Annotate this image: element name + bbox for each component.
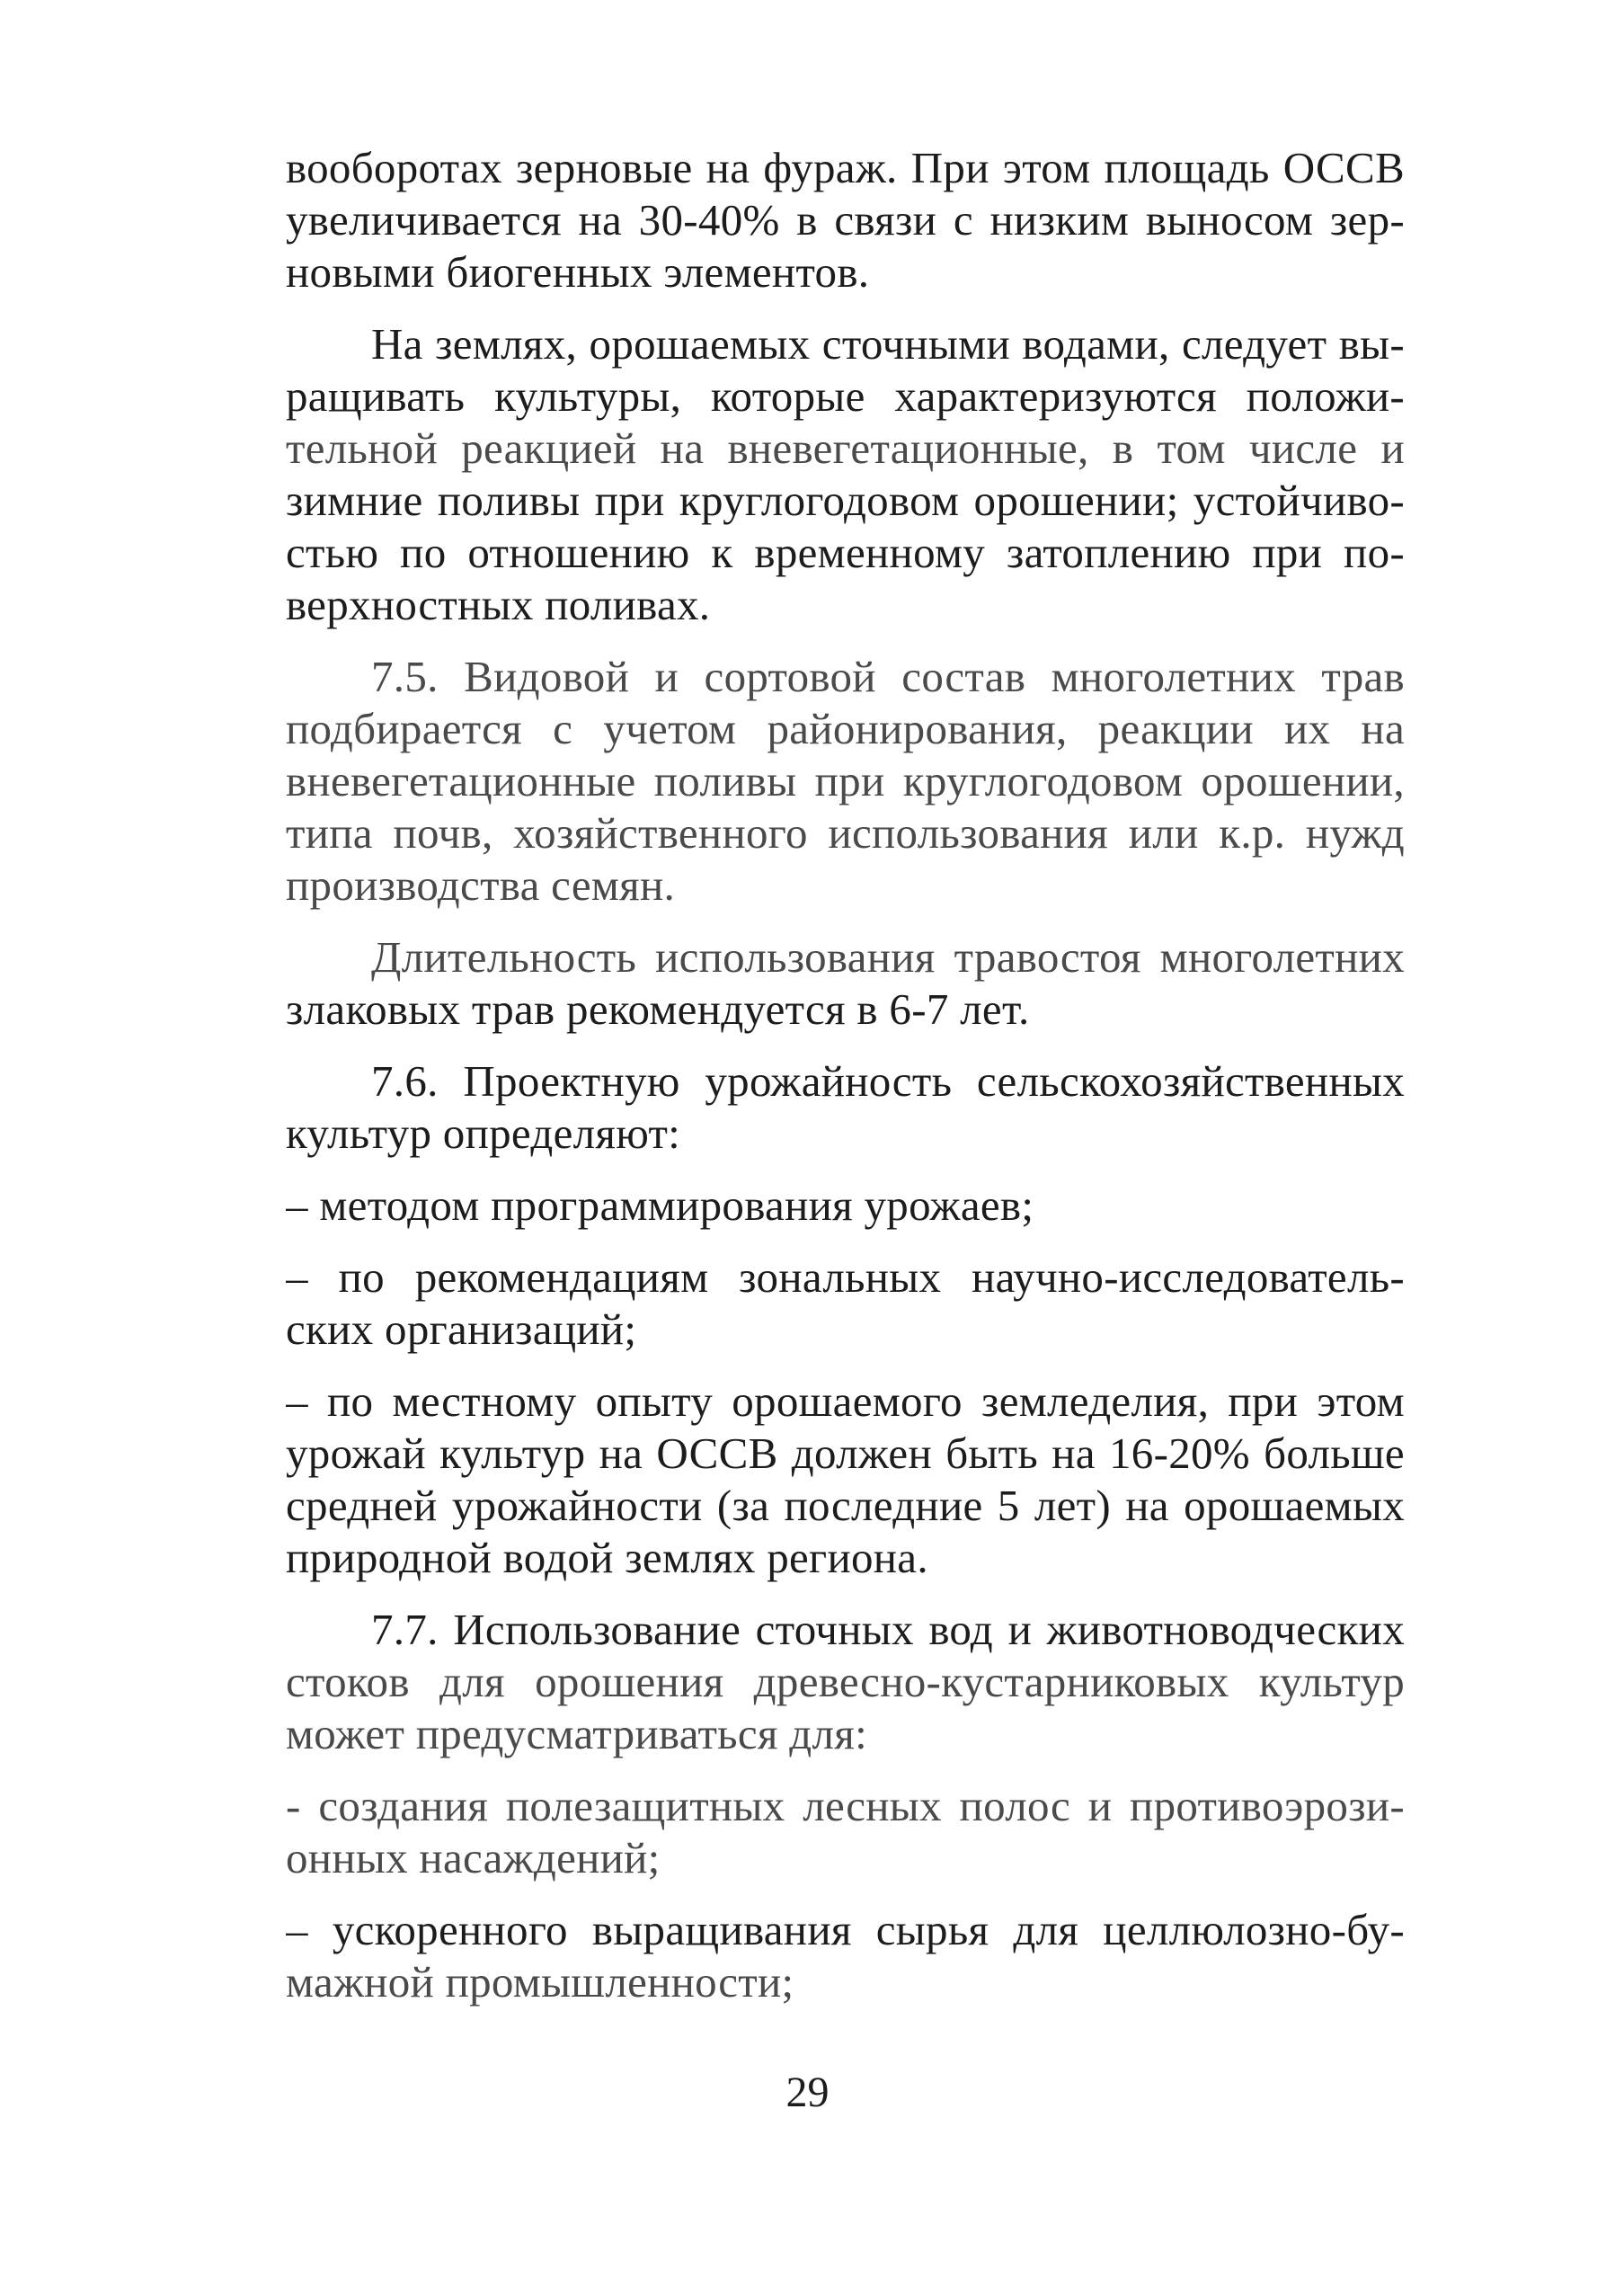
- list-item-local-experience: [286, 1375, 1405, 1584]
- text-line: средней урожайности (за последние 5 лет) на орошаемых: [286, 1481, 1405, 1530]
- text-line: верхностных поливах.: [286, 580, 711, 629]
- text-line: производства семян.: [286, 860, 676, 910]
- paragraph-crop-selection: [286, 318, 1405, 631]
- paragraph-duration: [286, 931, 1405, 1036]
- list-item-shelterbelts: [286, 1780, 1405, 1884]
- text-line: стоков для орошения древесно-кустарниковых культур: [286, 1657, 1405, 1706]
- text-line: урожай культур на ОССВ должен быть на 16-20% больше: [286, 1428, 1405, 1478]
- text-line: – ускоренного выращивания сырья для целлюлозно-бу-: [286, 1905, 1405, 1954]
- text-line: ращивать культуры, которые характеризуются положи-: [286, 371, 1405, 421]
- text-line: – по рекомендациям зональных научно-исследователь-: [286, 1252, 1405, 1302]
- text-line: увеличивается на 30-40% в связи с низким выносом зер-: [286, 195, 1405, 245]
- text-line: На землях, орошаемых сточными водами, следует вы-: [371, 319, 1405, 369]
- text-line: злаковых трав рекомендуется в 6-7 лет.: [286, 984, 1030, 1034]
- paragraph-7-6: [286, 1055, 1405, 1160]
- paragraph-7-7: [286, 1604, 1405, 1760]
- page-number: 29: [785, 2069, 830, 2116]
- text-line: зимние поливы при круглогодовом орошении; устойчиво-: [286, 476, 1405, 525]
- text-line: новыми биогенных элементов.: [286, 247, 870, 297]
- text-line: - создания полезащитных лесных полос и противоэрози-: [286, 1781, 1405, 1830]
- text-line: тельной реакцией на вневегетационные, в том числе и: [286, 423, 1405, 473]
- text-line: вневегетационные поливы при круглогодовом орошении,: [286, 756, 1405, 805]
- list-item-recommendations: [286, 1251, 1405, 1356]
- text-line: ских организаций;: [286, 1304, 637, 1354]
- text-line: культур определяют:: [286, 1108, 681, 1158]
- text-line: – методом программирования урожаев;: [286, 1180, 1034, 1230]
- text-line: 7.7. Использование сточных вод и животноводческих: [371, 1605, 1405, 1654]
- text-line: онных насаждений;: [286, 1833, 661, 1882]
- text-line: Длительность использования травостоя многолетних: [371, 932, 1405, 982]
- text-line: вооборотах зерновые на фураж. При этом площадь ОССВ: [286, 143, 1405, 192]
- text-line: стью по отношению к временному затоплению при по-: [286, 528, 1405, 577]
- text-line: – по местному опыту орошаемого земледелия, при этом: [286, 1376, 1405, 1426]
- text-line: природной водой землях региона.: [286, 1533, 928, 1582]
- text-line: подбирается с учетом районирования, реакции их на: [286, 704, 1405, 753]
- text-line: 7.6. Проектную урожайность сельскохозяйственных: [371, 1056, 1405, 1106]
- text-line: 7.5. Видовой и сортовой состав многолетних трав: [371, 652, 1405, 701]
- paragraph-crop-rotation: [286, 142, 1405, 298]
- text-line: может предусматриваться для:: [286, 1709, 868, 1758]
- list-item-programming: [286, 1179, 1405, 1232]
- text-line: типа почв, хозяйственного использования или к.р. нужд: [286, 808, 1405, 858]
- list-item-pulp-raw-material: [286, 1904, 1405, 2008]
- body-text: [286, 142, 1405, 2028]
- text-line: мажной промышленности;: [286, 1957, 794, 2007]
- paragraph-7-5: [286, 651, 1405, 912]
